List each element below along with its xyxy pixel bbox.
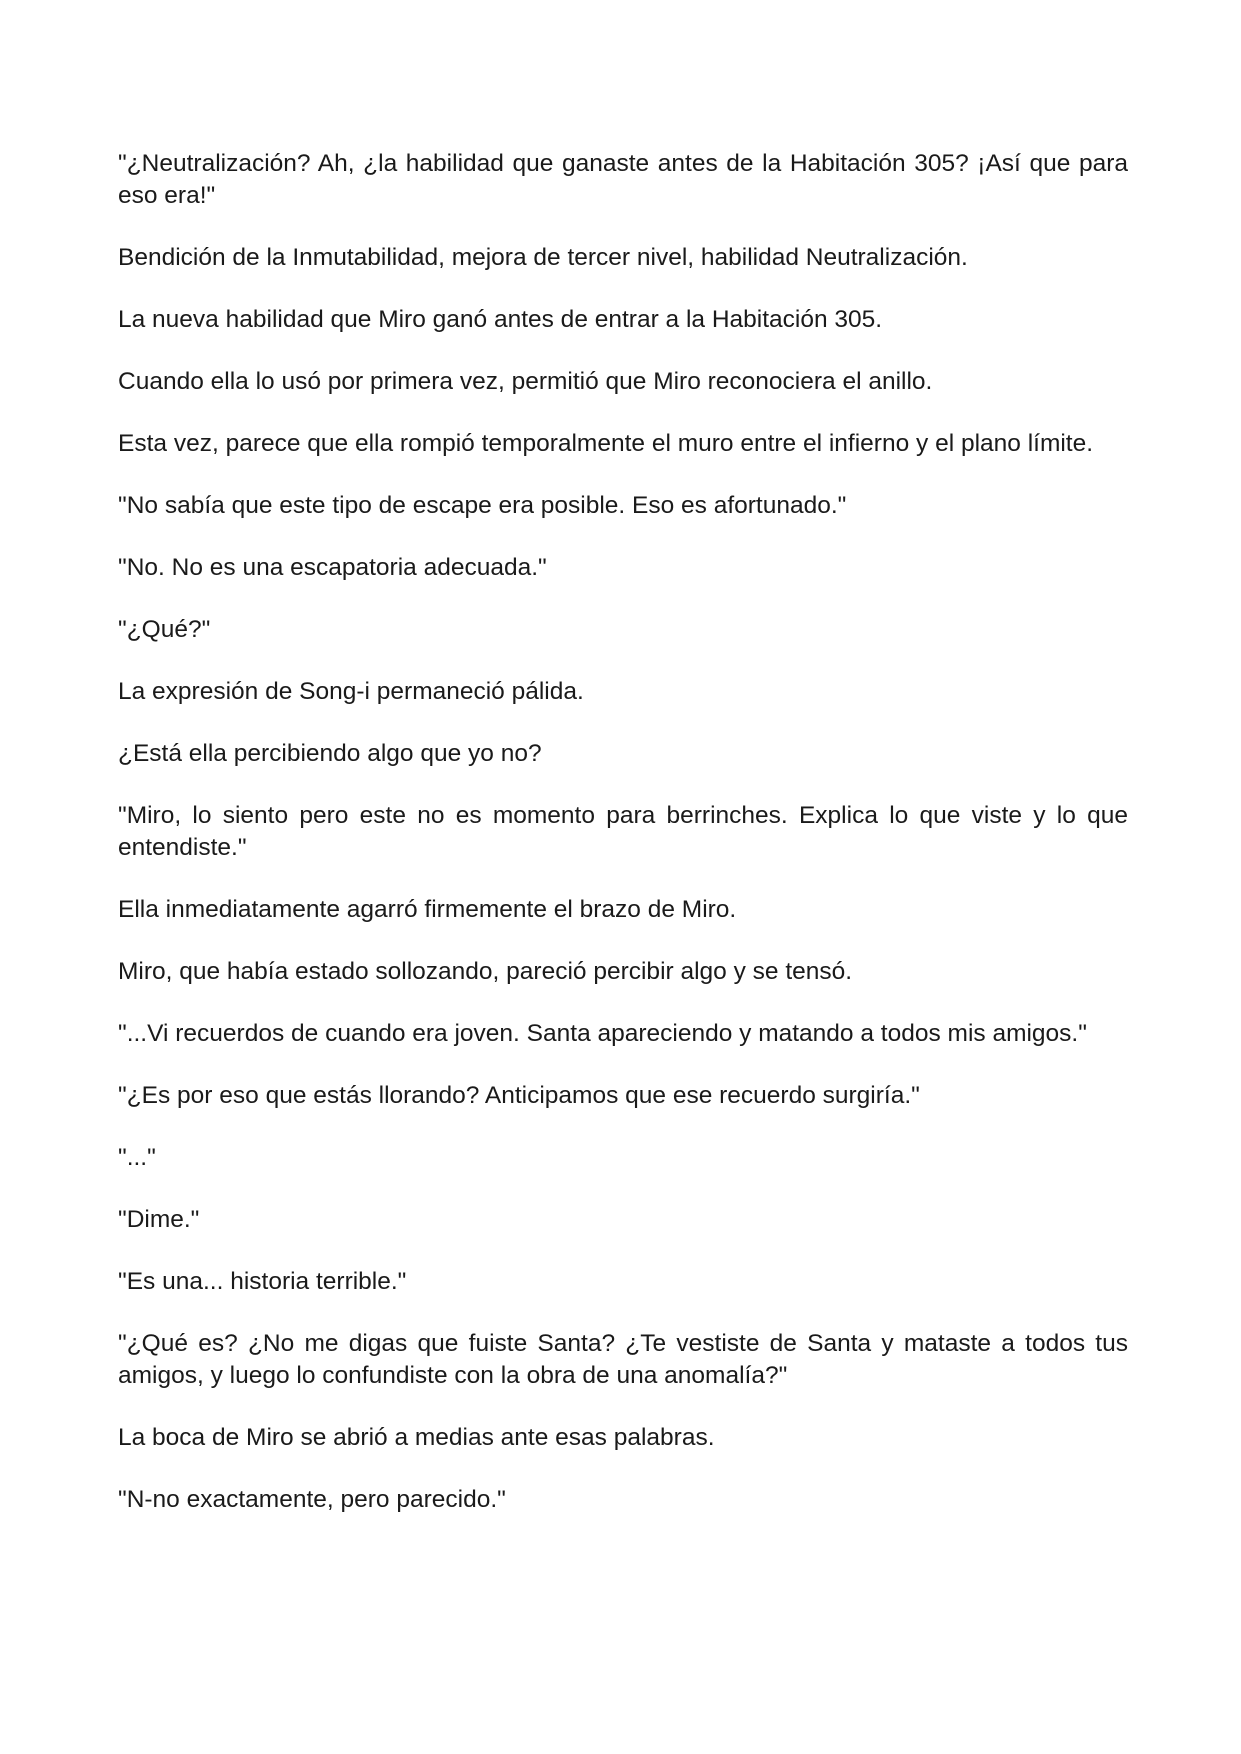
paragraph: La nueva habilidad que Miro ganó antes de entrar a la Habitación 305. [118,306,883,333]
paragraph: "No sabía que este tipo de escape era posible. Eso es afortunado." [118,492,847,519]
paragraph: "¿Neutralización? Ah, ¿la habilidad que ganaste antes de la Habitación 305? ¡Así que para eso era!" [118,150,1128,209]
paragraph: Ella inmediatamente agarró firmemente el brazo de Miro. [118,896,737,923]
paragraph: La expresión de Song-i permaneció pálida. [118,678,584,705]
paragraph: "¿Qué?" [118,616,211,643]
paragraph: "Miro, lo siento pero este no es momento para berrinches. Explica lo que viste y lo que entendiste." [118,802,1128,861]
paragraph: "No. No es una escapatoria adecuada." [118,554,547,581]
paragraph: ¿Está ella percibiendo algo que yo no? [118,740,542,767]
paragraph: "Es una... historia terrible." [118,1268,407,1295]
paragraph: "...Vi recuerdos de cuando era joven. Santa apareciendo y matando a todos mis amigos." [118,1020,1087,1047]
paragraph: "Dime." [118,1206,200,1233]
document-body [118,148,1128,1546]
paragraph: Esta vez, parece que ella rompió temporalmente el muro entre el infierno y el plano límite. [118,430,1094,457]
paragraph: "¿Es por eso que estás llorando? Anticipamos que ese recuerdo surgiría." [118,1082,920,1109]
paragraph: "¿Qué es? ¿No me digas que fuiste Santa? ¿Te vestiste de Santa y mataste a todos tus amigos, y luego lo confundiste con la obra de una anomalía?" [118,1330,1128,1389]
paragraph: Cuando ella lo usó por primera vez, permitió que Miro reconociera el anillo. [118,368,933,395]
paragraph: "N-no exactamente, pero parecido." [118,1486,506,1513]
paragraph: "..." [118,1144,156,1171]
paragraph: La boca de Miro se abrió a medias ante esas palabras. [118,1424,715,1451]
paragraph: Bendición de la Inmutabilidad, mejora de tercer nivel, habilidad Neutralización. [118,244,968,271]
paragraph: Miro, que había estado sollozando, pareció percibir algo y se tensó. [118,958,853,985]
